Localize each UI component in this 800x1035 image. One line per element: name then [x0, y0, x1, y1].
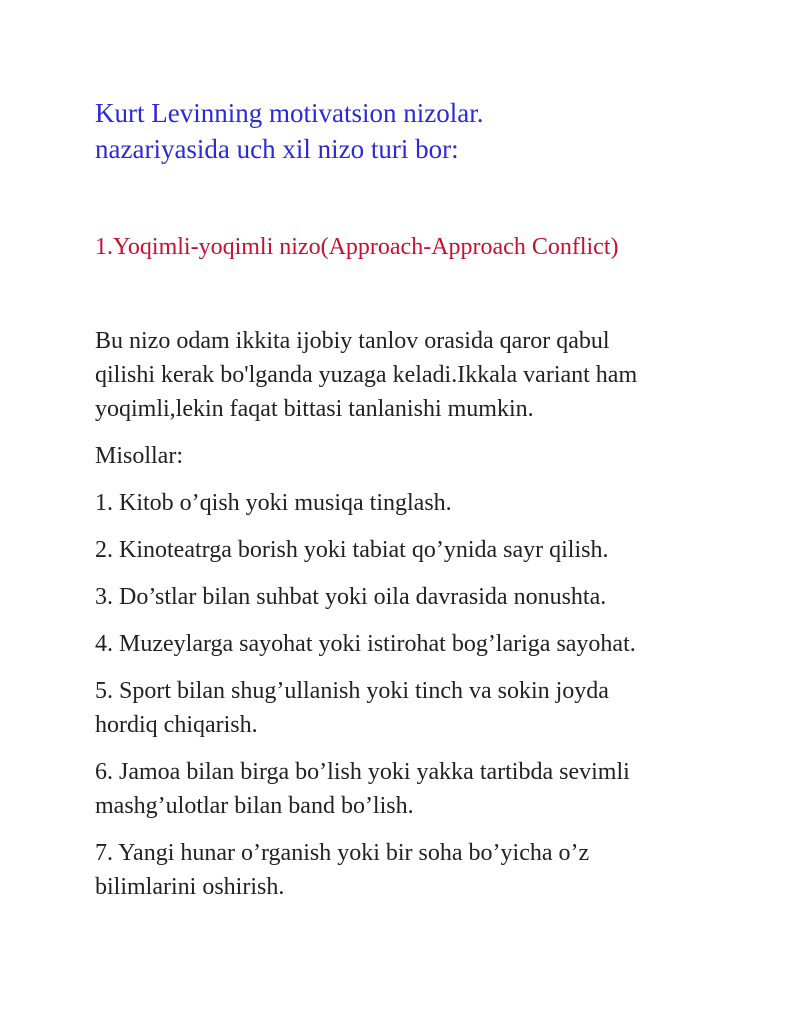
example-item-7 [95, 836, 715, 904]
page-title [95, 95, 483, 167]
examples-label: Misollar: [95, 443, 183, 469]
intro-line-1: Bu nizo odam ikkita ijobiy tanlov orasida qaror qabul [95, 328, 610, 354]
example-item-3-line-1: 3. Do’stlar bilan suhbat yoki oila davrasida nonushta. [95, 584, 607, 610]
example-item-6-line-2: mashg’ulotlar bilan band bo’lish. [95, 793, 414, 819]
intro-line-2: qilishi kerak bo'lganda yuzaga keladi.Ikkala variant ham [95, 362, 638, 388]
example-item-5 [95, 674, 715, 742]
example-item-2 [95, 533, 715, 567]
example-item-5-line-1: 5. Sport bilan shug’ullanish yoki tinch va sokin joyda [95, 678, 609, 704]
page-title-line-1: Kurt Levinning motivatsion nizolar. [95, 98, 484, 128]
example-item-1-line-1: 1. Kitob o’qish yoki musiqa tinglash. [95, 490, 452, 516]
section-heading: 1.Yoqimli-yoqimli nizo(Approach-Approach Conflict) [95, 234, 619, 260]
example-item-6 [95, 755, 715, 823]
example-item-4 [95, 627, 715, 661]
example-item-7-line-2: bilimlarini oshirish. [95, 874, 285, 900]
example-item-5-line-2: hordiq chiqarish. [95, 712, 258, 738]
example-item-3 [95, 580, 715, 614]
example-item-2-line-1: 2. Kinoteatrga borish yoki tabiat qo’ynida sayr qilish. [95, 537, 609, 563]
page-title-line-2: nazariyasida uch xil nizo turi bor: [95, 134, 459, 164]
intro-paragraph [95, 324, 715, 426]
section-body [95, 324, 715, 917]
example-item-7-line-1: 7. Yangi hunar o’rganish yoki bir soha bo’yicha o’z [95, 840, 590, 866]
example-item-1 [95, 486, 715, 520]
example-item-4-line-1: 4. Muzeylarga sayohat yoki istirohat bog’lariga sayohat. [95, 631, 636, 657]
intro-line-3: yoqimli,lekin faqat bittasi tanlanishi mumkin. [95, 396, 534, 422]
example-item-6-line-1: 6. Jamoa bilan birga bo’lish yoki yakka tartibda sevimli [95, 759, 630, 785]
